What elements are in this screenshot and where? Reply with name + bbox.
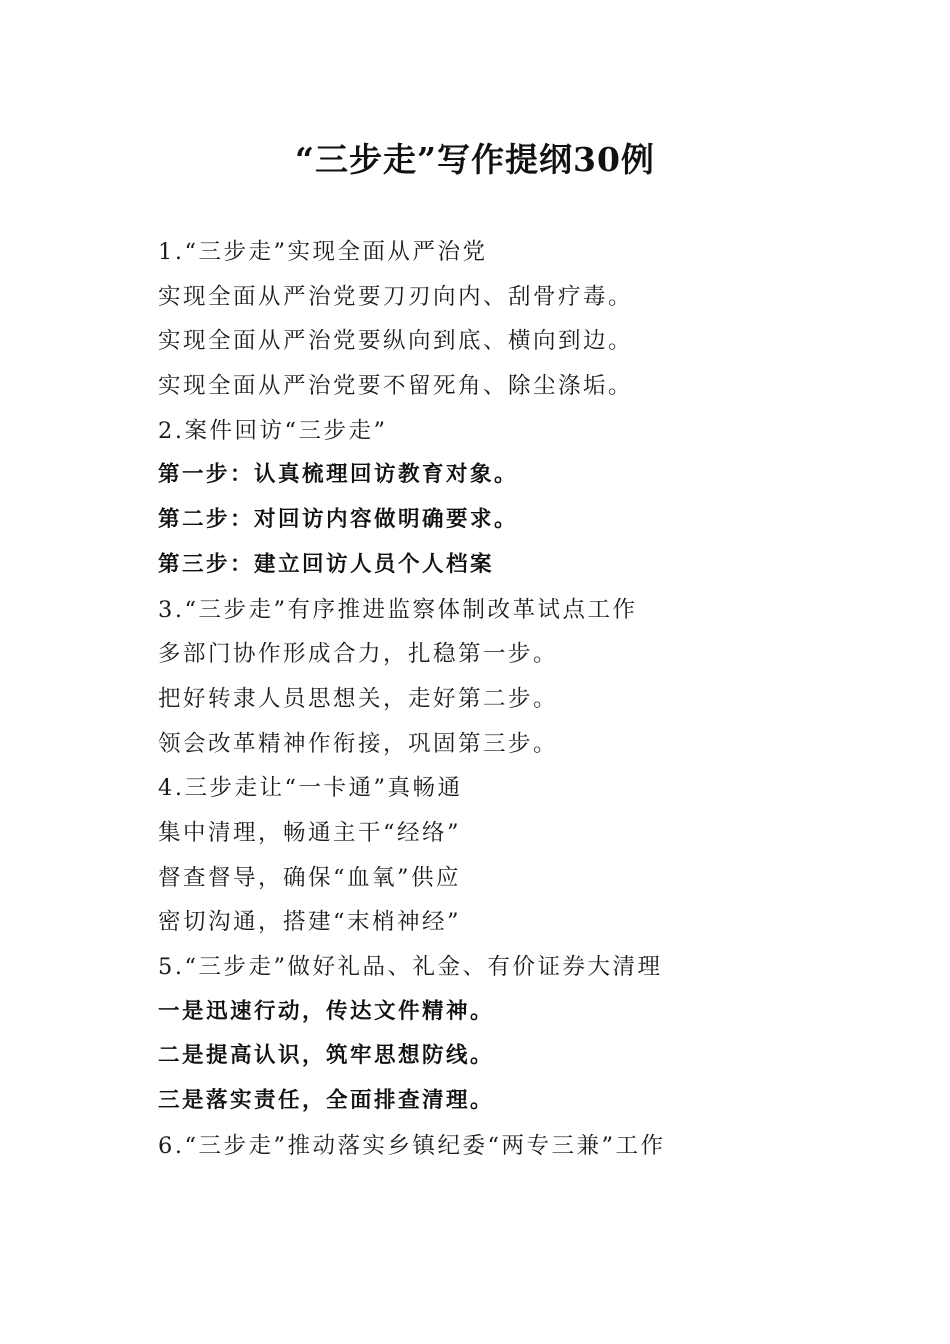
body-line: 集中清理，畅通主干“经络” bbox=[158, 819, 462, 846]
body-line-bold: 三是落实责任，全面排查清理。 bbox=[158, 1088, 495, 1114]
body-line: 多部门协作形成合力，扎稳第一步。 bbox=[158, 641, 559, 668]
section-heading: 2.案件回访“三步走” bbox=[158, 417, 388, 444]
section-heading: 6.“三步走”推动落实乡镇纪委“两专三兼”工作 bbox=[158, 1132, 666, 1159]
body-line: 实现全面从严治党要刀刃向内、刮骨疗毒。 bbox=[158, 283, 634, 310]
section-heading: 4.三步走让“一卡通”真畅通 bbox=[158, 775, 463, 802]
body-line: 实现全面从严治党要纵向到底、横向到边。 bbox=[158, 328, 634, 355]
document-body bbox=[158, 230, 858, 1168]
body-line-bold: 第二步：对回访内容做明确要求。 bbox=[158, 507, 519, 533]
section-heading: 3.“三步走”有序推进监察体制改革试点工作 bbox=[158, 596, 638, 623]
body-line: 实现全面从严治党要不留死角、除尘涤垢。 bbox=[158, 373, 634, 400]
body-line-bold: 第一步：认真梳理回访教育对象。 bbox=[158, 462, 519, 488]
body-line-bold: 第三步：建立回访人员个人档案 bbox=[158, 551, 495, 577]
body-line: 把好转隶人员思想关，走好第二步。 bbox=[158, 685, 559, 712]
body-line: 督查督导，确保“血氧”供应 bbox=[158, 864, 462, 891]
section-heading: 1.“三步走”实现全面从严治党 bbox=[158, 239, 488, 265]
body-line: 领会改革精神作衔接，巩固第三步。 bbox=[158, 730, 559, 757]
body-line-bold: 二是提高认识，筑牢思想防线。 bbox=[158, 1043, 495, 1069]
document-title: “三步走”写作提纲30例 bbox=[295, 140, 655, 179]
section-heading: 5.“三步走”做好礼品、礼金、有价证券大清理 bbox=[158, 954, 663, 980]
body-line-bold: 一是迅速行动，传达文件精神。 bbox=[158, 998, 495, 1024]
body-line: 密切沟通，搭建“末梢神经” bbox=[158, 909, 462, 936]
